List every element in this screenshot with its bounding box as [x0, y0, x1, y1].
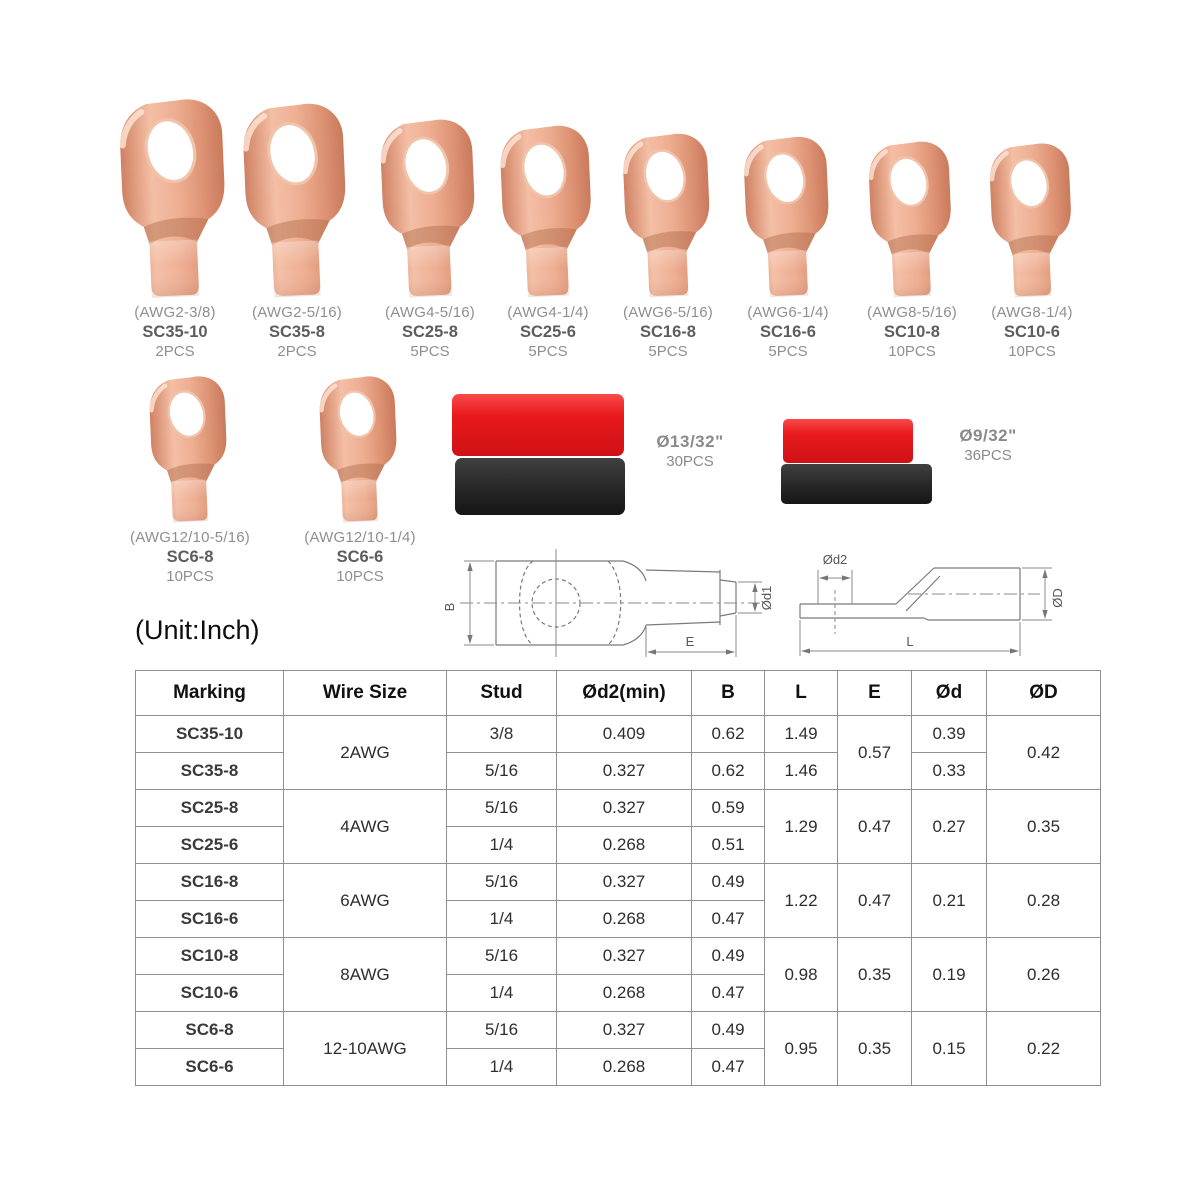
- lug-awg-label: (AWG8-1/4): [991, 304, 1073, 321]
- lug-marking-label: SC35-8: [269, 323, 325, 341]
- spec-table: [135, 670, 1101, 1086]
- shrink-diameter-label: Ø9/32": [959, 426, 1017, 445]
- cell-marking: SC35-10: [136, 716, 284, 753]
- cell-OD: 0.22: [987, 1012, 1101, 1086]
- dim-label-l: L: [906, 634, 914, 649]
- lug-qty-label: 2PCS: [155, 343, 195, 360]
- lug-figure: [95, 375, 285, 585]
- cell-wire-size: 8AWG: [284, 938, 447, 1012]
- heat-shrink-label: [938, 426, 1038, 464]
- column-header-l: L: [765, 671, 838, 716]
- cell-d2: 0.409: [557, 716, 692, 753]
- lug-label: [991, 304, 1072, 360]
- lug-qty-label: 10PCS: [336, 568, 384, 585]
- cell-stud: 5/16: [447, 864, 557, 901]
- lug-awg-label: (AWG6-1/4): [747, 304, 829, 321]
- cell-d2: 0.327: [557, 1012, 692, 1049]
- cell-marking: SC16-8: [136, 864, 284, 901]
- cell-e: 0.47: [838, 790, 912, 864]
- unit-label: (Unit:Inch): [135, 615, 260, 645]
- lug-marking-label: SC25-8: [402, 323, 458, 341]
- cell-b: 0.62: [692, 753, 765, 790]
- cell-b: 0.49: [692, 864, 765, 901]
- cell-stud: 5/16: [447, 753, 557, 790]
- cell-l: 1.49: [765, 716, 838, 753]
- dim-label-d2: Ød2: [822, 552, 848, 567]
- lug-marking-label: SC16-8: [640, 323, 696, 341]
- cell-e: 0.35: [838, 1012, 912, 1086]
- column-header-stud: Stud: [447, 671, 557, 716]
- cell-od: 0.39: [912, 716, 987, 753]
- heat-shrink-red-tube: [452, 394, 624, 456]
- cell-b: 0.47: [692, 975, 765, 1012]
- cell-marking: SC35-8: [136, 753, 284, 790]
- heat-shrink-label: [634, 432, 746, 470]
- cell-stud: 1/4: [447, 975, 557, 1012]
- column-header-d2min: Ød2(min): [557, 671, 692, 716]
- header-row: [136, 671, 1101, 716]
- table-row: [136, 716, 1101, 753]
- cell-b: 0.47: [692, 1049, 765, 1086]
- cell-d2: 0.327: [557, 753, 692, 790]
- cell-wire-size: 6AWG: [284, 864, 447, 938]
- cell-marking: SC6-6: [136, 1049, 284, 1086]
- lug-qty-label: 10PCS: [166, 568, 214, 585]
- lug-awg-label: (AWG2-5/16): [252, 304, 342, 321]
- column-header-OD: ØD: [987, 671, 1101, 716]
- cell-marking: SC10-8: [136, 938, 284, 975]
- cell-marking: SC10-6: [136, 975, 284, 1012]
- cell-stud: 3/8: [447, 716, 557, 753]
- front-view-drawing: [438, 543, 783, 665]
- cell-OD: 0.28: [987, 864, 1101, 938]
- cell-od: 0.33: [912, 753, 987, 790]
- cell-stud: 1/4: [447, 827, 557, 864]
- lug-qty-label: 5PCS: [410, 343, 450, 360]
- column-header-b: B: [692, 671, 765, 716]
- cell-stud: 5/16: [447, 790, 557, 827]
- cell-b: 0.49: [692, 1012, 765, 1049]
- cell-l: 1.46: [765, 753, 838, 790]
- column-header-wire-size: Wire Size: [284, 671, 447, 716]
- shrink-diameter-label: Ø13/32": [656, 432, 724, 451]
- cell-d2: 0.327: [557, 790, 692, 827]
- cell-b: 0.62: [692, 716, 765, 753]
- cell-wire-size: 12-10AWG: [284, 1012, 447, 1086]
- cell-wire-size: 4AWG: [284, 790, 447, 864]
- lug-label: [252, 304, 342, 360]
- lug-figure: [265, 375, 455, 585]
- shrink-qty-label: 30PCS: [666, 453, 714, 470]
- lug-awg-label: (AWG12/10-5/16): [130, 529, 250, 546]
- dim-label-b: B: [442, 602, 457, 612]
- cell-l: 1.22: [765, 864, 838, 938]
- column-header-marking: Marking: [136, 671, 284, 716]
- cell-d2: 0.268: [557, 975, 692, 1012]
- lug-qty-label: 5PCS: [648, 343, 688, 360]
- cell-stud: 1/4: [447, 1049, 557, 1086]
- cell-marking: SC6-8: [136, 1012, 284, 1049]
- lug-marking-label: SC25-6: [520, 323, 576, 341]
- table-row: [136, 1012, 1101, 1049]
- cell-od: 0.15: [912, 1012, 987, 1086]
- lug-qty-label: 2PCS: [277, 343, 317, 360]
- cell-stud: 5/16: [447, 1012, 557, 1049]
- heat-shrink-red-tube: [783, 419, 913, 463]
- cell-b: 0.59: [692, 790, 765, 827]
- heat-shrink-black-tube: [455, 458, 625, 515]
- lug-qty-label: 5PCS: [528, 343, 568, 360]
- cell-od: 0.19: [912, 938, 987, 1012]
- cell-OD: 0.35: [987, 790, 1101, 864]
- column-header-e: E: [838, 671, 912, 716]
- cell-e: 0.35: [838, 938, 912, 1012]
- lug-qty-label: 10PCS: [1008, 343, 1056, 360]
- side-view-drawing: [788, 548, 1088, 666]
- cell-marking: SC25-6: [136, 827, 284, 864]
- table-row: [136, 790, 1101, 827]
- cell-od: 0.27: [912, 790, 987, 864]
- cell-d2: 0.327: [557, 864, 692, 901]
- lug-awg-label: (AWG2-3/8): [134, 304, 216, 321]
- copper-lug-image: [311, 373, 409, 525]
- cell-b: 0.51: [692, 827, 765, 864]
- copper-lug-image: [141, 373, 239, 525]
- table-row: [136, 864, 1101, 901]
- lug-marking-label: SC16-6: [760, 323, 816, 341]
- lug-marking-label: SC6-8: [166, 548, 214, 566]
- cell-e: 0.47: [838, 864, 912, 938]
- shrink-qty-label: 36PCS: [964, 447, 1012, 464]
- lug-awg-label: (AWG12/10-1/4): [304, 529, 416, 546]
- lug-awg-label: (AWG8-5/16): [867, 304, 957, 321]
- lug-awg-label: (AWG4-1/4): [507, 304, 589, 321]
- lug-qty-label: 5PCS: [768, 343, 808, 360]
- cell-b: 0.47: [692, 901, 765, 938]
- cell-marking: SC16-6: [136, 901, 284, 938]
- lug-qty-label: 10PCS: [888, 343, 936, 360]
- table-row: [136, 938, 1101, 975]
- cell-d2: 0.268: [557, 1049, 692, 1086]
- lug-label: [304, 529, 415, 585]
- cell-stud: 1/4: [447, 901, 557, 938]
- cell-d2: 0.327: [557, 938, 692, 975]
- cell-marking: SC25-8: [136, 790, 284, 827]
- cell-l: 1.29: [765, 790, 838, 864]
- cell-b: 0.49: [692, 938, 765, 975]
- dim-label-d1: Ød1: [759, 585, 774, 611]
- cell-d2: 0.268: [557, 901, 692, 938]
- cell-l: 0.98: [765, 938, 838, 1012]
- copper-lug-image: [980, 140, 1084, 300]
- lug-label: [130, 529, 250, 585]
- cell-od: 0.21: [912, 864, 987, 938]
- dim-label-D: ØD: [1050, 588, 1065, 608]
- lug-figure: [937, 142, 1127, 360]
- cell-stud: 5/16: [447, 938, 557, 975]
- lug-awg-label: (AWG4-5/16): [385, 304, 475, 321]
- lug-awg-label: (AWG6-5/16): [623, 304, 713, 321]
- cell-wire-size: 2AWG: [284, 716, 447, 790]
- dim-label-e: E: [685, 634, 695, 649]
- lug-marking-label: SC10-6: [1004, 323, 1060, 341]
- cell-l: 0.95: [765, 1012, 838, 1086]
- lug-marking-label: SC35-10: [142, 323, 208, 341]
- cell-e: 0.57: [838, 716, 912, 790]
- lug-marking-label: SC10-8: [884, 323, 940, 341]
- cell-OD: 0.26: [987, 938, 1101, 1012]
- table-row: [136, 753, 1101, 790]
- heat-shrink-black-tube: [781, 464, 932, 504]
- column-header-od: Ød: [912, 671, 987, 716]
- cell-d2: 0.268: [557, 827, 692, 864]
- lug-marking-label: SC6-6: [336, 548, 384, 566]
- cell-OD: 0.42: [987, 716, 1101, 790]
